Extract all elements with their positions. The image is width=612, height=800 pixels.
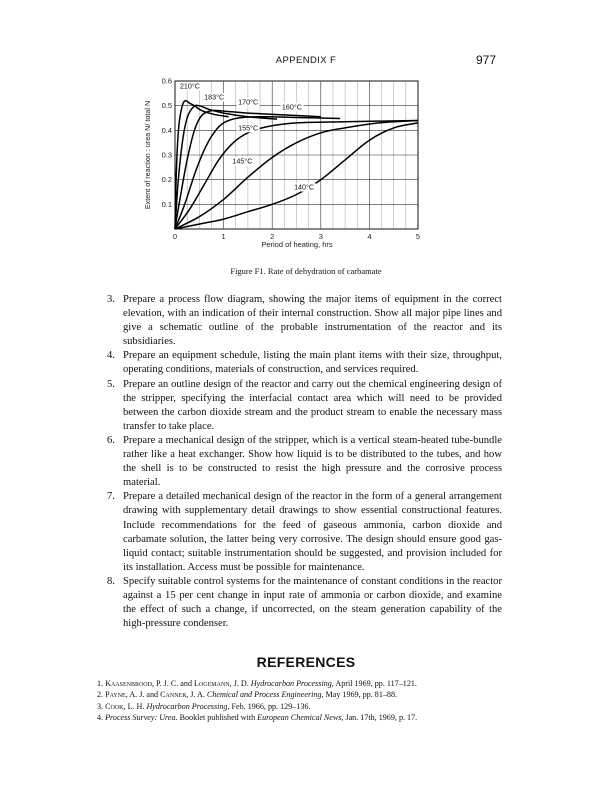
- reference-author: Cook: [105, 701, 124, 711]
- reference-text: , P. J. C. and: [151, 679, 195, 688]
- y-axis-label: Extent of reaction : urea N/ total N: [143, 100, 152, 210]
- curve-label: 170°C: [238, 97, 259, 107]
- references-list: [97, 678, 517, 723]
- reference-item: [97, 689, 517, 700]
- reference-journal: Chemical and Process Engineering: [206, 690, 322, 700]
- reference-journal: Hydrocarbon Processing: [250, 679, 332, 688]
- reference-author: Logemann: [194, 679, 230, 688]
- reference-text: , Jan. 17th, 1969, p. 17.: [341, 712, 418, 722]
- reference-text: , April 1969, pp. 117–121.: [331, 679, 417, 688]
- reference-journal: Hydrocarbon Processing: [146, 701, 228, 711]
- curve-label: 155°C: [238, 123, 259, 133]
- reference-journal: Process Survey: Urea.: [105, 712, 178, 722]
- reference-number: 4.: [97, 712, 104, 722]
- list-item: [107, 434, 502, 490]
- list-item: [107, 575, 502, 631]
- reference-text: Booklet published with: [177, 712, 258, 722]
- reference-text: , J. A.: [186, 690, 207, 700]
- x-tick-label: 3: [318, 232, 323, 241]
- x-tick-label: 4: [367, 232, 372, 241]
- reference-text: , J. D.: [229, 679, 251, 688]
- reference-text: , L. H.: [123, 701, 147, 711]
- assignment-list: [107, 293, 502, 631]
- reference-author: Payne: [105, 690, 126, 700]
- reference-item: [97, 712, 517, 723]
- reference-item: [97, 678, 517, 689]
- list-item-text: Prepare a mechanical design of the stripper, which is a vertical steam-heated tube-bundle rather like a heat exchanger. Show how liquid is to be distributed to the tubes, and how the shell is to be constructed to resist the high pressure and the corrosive process material.: [123, 434, 502, 489]
- reference-number: 3.: [97, 701, 104, 711]
- dehydration-rate-chart: [140, 75, 440, 257]
- list-item: [107, 490, 502, 575]
- references-heading: REFERENCES: [256, 654, 356, 670]
- list-item-text: Prepare a detailed mechanical design of the reactor in the form of a general arrangement drawing with supplementary detail drawings to show essential constructional features. Include recommendations for the feed of gaseous ammonia, carbon dioxide and carbamate solution, the latter being very corrosive. The design should ensure good gas-liquid contact; suitable instrumentation should be suggested, and provision included for its installation. Access must be possible for maintenance.: [123, 491, 502, 573]
- series-line: [175, 117, 340, 229]
- y-tick-label: 0.4: [161, 125, 172, 135]
- reference-number: 1.: [97, 679, 104, 688]
- list-item-number: 4.: [107, 350, 115, 362]
- page-number: 977: [476, 53, 497, 67]
- running-header-title: APPENDIX F: [275, 55, 337, 66]
- list-item-text: Prepare an outline design of the reactor and carry out the chemical engineering design of the stripper, specifying the interfacial contact area which will need to be provided between the carbon dioxide stream and the product stream to enable the necessary mass transfer to take place.: [123, 378, 502, 432]
- y-tick-label: 0.1: [161, 199, 172, 209]
- reference-author: Kaasenbrood: [105, 679, 152, 688]
- list-item-text: Specify suitable control systems for the maintenance of constant conditions in the reactor against a 15 per cent change in input rate of ammonia or carbon dioxide, and examine the effect of such a change, if uncorrected, on the steam generation capability of the high-pressure condenser.: [123, 575, 502, 630]
- list-item-number: 7.: [107, 491, 115, 503]
- list-item-text: Prepare a process flow diagram, showing the major items of equipment in the correct elevation, with an indication of their internal construction. Show all major pipe lines and give a schematic outline of the probable instrumentation of the reactor and its subsidiaries.: [123, 294, 502, 348]
- reference-author: Canner: [160, 690, 187, 700]
- y-tick-label: 0.2: [161, 175, 172, 185]
- list-item-number: 3.: [107, 294, 115, 305]
- curve-label: 210°C: [179, 81, 200, 91]
- reference-text: , Feb. 1966, pp. 129–136.: [227, 701, 311, 711]
- curve-label: 140°C: [294, 182, 315, 192]
- reference-text: , A. J. and: [125, 690, 161, 700]
- curve-label: 145°C: [232, 156, 253, 166]
- list-item-number: 8.: [107, 575, 115, 587]
- curve-label: 160°C: [281, 102, 302, 112]
- chart-curve-labels: [178, 81, 315, 191]
- x-tick-label: 2: [270, 232, 275, 241]
- y-tick-label: 0.5: [161, 101, 172, 111]
- reference-number: 2.: [97, 690, 104, 700]
- series-line: [175, 105, 277, 229]
- y-tick-label: 0.3: [161, 150, 172, 160]
- list-item-number: 6.: [107, 434, 115, 446]
- list-item-text: Prepare an equipment schedule, listing the main plant items with their size, throughput, operating conditions, materials of construction, and services required.: [123, 350, 502, 376]
- x-axis-label: Period of heating, hrs: [261, 240, 333, 249]
- figure-caption: Figure F1. Rate of dehydration of carbamate: [230, 266, 382, 276]
- list-item: [107, 349, 502, 377]
- y-tick-label: 0.6: [161, 76, 172, 86]
- curve-label: 183°C: [204, 92, 225, 102]
- x-tick-label: 1: [221, 232, 226, 241]
- reference-text: , May 1969, pp. 81–88.: [321, 690, 398, 700]
- reference-journal: European Chemical News: [257, 712, 342, 722]
- x-tick-label: 5: [415, 232, 421, 241]
- list-item: [107, 293, 502, 349]
- x-tick-label: 0: [172, 232, 178, 241]
- reference-item: [97, 701, 517, 712]
- list-item: [107, 378, 502, 434]
- list-item-number: 5.: [107, 378, 115, 390]
